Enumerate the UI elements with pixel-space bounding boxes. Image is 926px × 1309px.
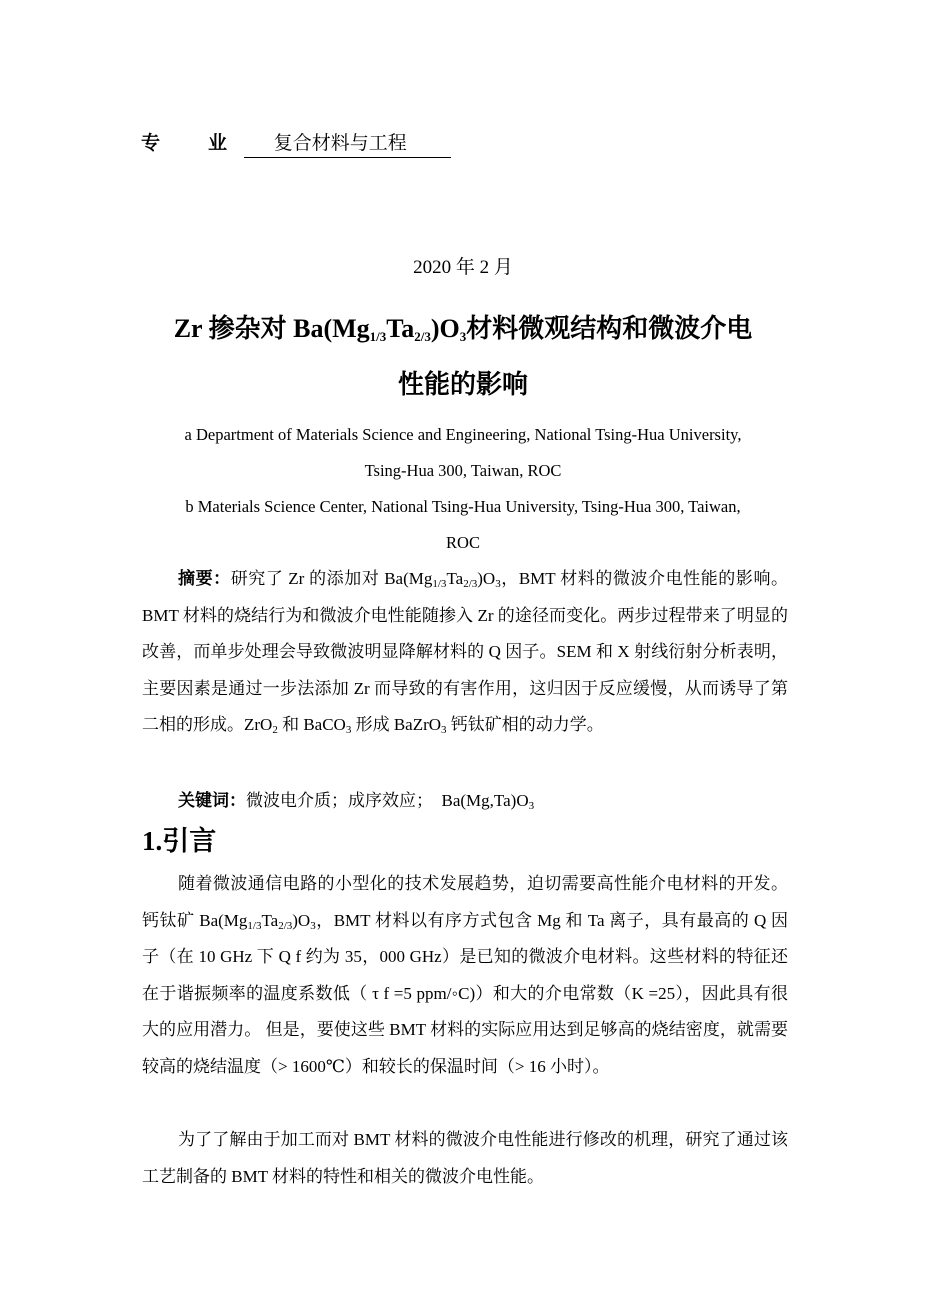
affiliation-a-line1: a Department of Materials Science and Engineering, National Tsing-Hua University, xyxy=(184,425,742,444)
affiliation-a-line2: Tsing-Hua 300, Taiwan, ROC xyxy=(364,461,562,480)
affiliation-b-line1: b Materials Science Center, National Tsing-Hua University, Tsing-Hua 300, Taiwan, xyxy=(185,497,741,516)
cover-date: 2020 年 2 月 xyxy=(413,257,513,278)
affiliations xyxy=(100,417,826,561)
affiliation-b-line2: ROC xyxy=(446,533,480,552)
keywords: 关键词：微波电介质；成序效应； $Ba(Mg,Ta)O_3$ xyxy=(178,791,535,812)
intro-paragraph-1: 随着微波通信电路的小型化的技术发展趋势，迫切需要高性能介电材料的开发。钙钛矿 $Ba(Mg_{1/3}Ta_{2/3})O_3$，BMT 材料以有序方式包含 Mg 和 Ta 离子，具有最高的 Q 因子（在 10 GHz 下 Q f 约为 35，000 GHz）是已知的微波介电材料。这些材料的特征还在于谐振频率的温度系数低（ τ f =5 ppm/◦C)）和大的介电常数（K =25），因此具有很大的应用潜力。 但是，要使这些 BMT 材料的实际应用达到足够高的烧结密度，就需要较高的烧结温度（> 1600℃）和较长的保温时间（> 16 小时）。 xyxy=(142,874,788,1076)
section-heading: 1.引言 xyxy=(142,826,217,856)
major-field xyxy=(141,128,451,158)
major-value: 复合材料与工程 xyxy=(244,131,451,158)
major-label-a: 专 xyxy=(141,133,161,154)
abstract-label: 摘要： xyxy=(178,569,231,588)
major-label-b: 业 xyxy=(208,133,228,154)
abstract-paragraph: 摘要：研究了 Zr 的添加对 $Ba(Mg_{1/3}Ta_{2/3})O_3$，BMT 材料的微波介电性能的影响。BMT 材料的烧结行为和微波介电性能随掺入 Zr 的途径而变化。两步过程带来了明显的改善，而单步处理会导致微波明显降解材料的 Q 因子。SEM 和 X 射线衍射分析表明，主要因素是通过一步法添加 Zr 而导致的有害作用，这归因于反应缓慢，从而诱导了第二相的形成。ZrO$_2$ 和 BaCO$_3$ 形成 BaZrO$_3$ 钙钛矿相的动力学。 xyxy=(142,569,789,737)
paper-title-line1: Zr 掺杂对 $Ba(Mg_{1/3}Ta_{2/3})O_3$材料微观结构和微波介电 xyxy=(173,314,753,344)
intro-paragraph-2: 为了了解由于加工而对 BMT 材料的微波介电性能进行修改的机理，研究了通过该工艺制备的 BMT 材料的特性和相关的微波介电性能。 xyxy=(142,1130,788,1186)
paper-title-line2: 性能的影响 xyxy=(397,370,528,399)
keywords-label: 关键词： xyxy=(178,791,246,810)
